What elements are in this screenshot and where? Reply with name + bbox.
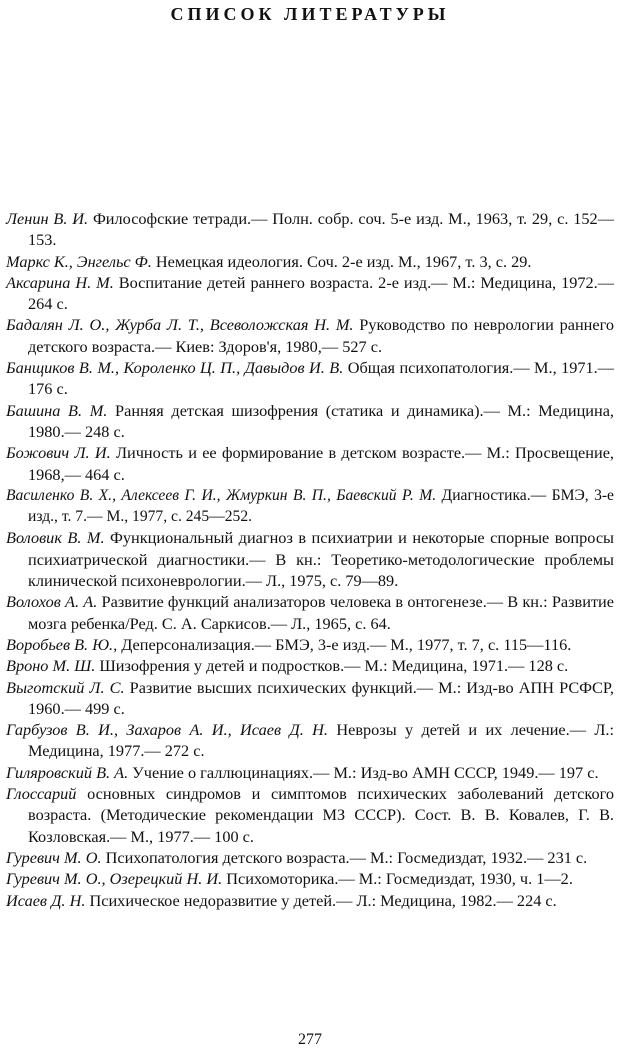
reference-text: Развитие функций анализаторов человека в онтогенезе.— В кн.: Развитие мозга ребенка/Ред. С. А. Саркисов.— Л., 1965, с. 64.	[28, 592, 614, 633]
reference-author: Василенко В. Х., Алексеев Г. И., Жмуркин В. П., Баевский Р. М.	[6, 486, 437, 504]
reference-entry	[6, 400, 614, 443]
reference-author: Ленин В. И.	[6, 209, 89, 228]
reference-text: Общая психопатология.— М., 1971.— 176 с.	[28, 358, 614, 399]
reference-entry	[6, 442, 614, 485]
reference-text: Руководство по неврологии раннего детского возраста.— Киев: Здоров'я, 1980,— 527 с.	[28, 315, 615, 356]
page-number: 277	[298, 1031, 322, 1048]
reference-author: Глоссарий	[6, 784, 77, 804]
reference-entry	[6, 847, 614, 868]
reference-text: Функциональный диагноз в психиатрии и некоторые спорные вопросы психиатрической диагностики.— В кн.: Теоретико-методологические проблемы клинической психоневрологии.— Л., 1975, с. 79—89.	[28, 528, 614, 591]
reference-author: Банщиков В. М., Короленко Ц. П., Давыдов И. В.	[6, 358, 344, 378]
reference-author: Бадалян Л. О., Журба Л. Т., Всеволожская Н. М.	[6, 315, 354, 335]
reference-author: Аксарина Н. М.	[6, 272, 114, 292]
reference-text: Воспитание детей раннего возраста. 2-е изд.— М.: Медицина, 1972.— 264 с.	[28, 272, 614, 314]
reference-text: Ранняя детская шизофрения (статика и динамика).— М.: Медицина, 1980.— 248 с.	[28, 400, 615, 441]
reference-entry	[6, 783, 614, 847]
reference-author: Воробьев В. Ю.,	[6, 634, 118, 654]
reference-author: Волохов А. А.	[6, 592, 98, 612]
reference-author: Выготский Л. С.	[6, 677, 125, 697]
reference-text: основных синдромов и симптомов психических заболеваний детского возраста. (Методические рекомендации МЗ СССР). Сост. В. В. Ковалев, Г. В. Козловская.— М., 1977.— 100 с.	[28, 784, 614, 846]
page-title: СПИСОК ЛИТЕРАТУРЫ	[170, 4, 450, 24]
reference-author: Воловик В. М.	[6, 528, 105, 548]
reference-text: Личность и ее формирование в детском возрасте.— М.: Просвещение, 1968,— 464 с.	[28, 443, 615, 484]
reference-text: Развитие высших психических функций.— М.: Изд-во АПН РСФСР, 1960.— 499 с.	[28, 677, 614, 718]
reference-entry	[6, 762, 614, 783]
reference-text: Шизофрения у детей и подростков.— М.: Медицина, 1971.— 128 с.	[95, 656, 569, 676]
reference-entry	[6, 677, 614, 720]
reference-entry	[6, 591, 614, 634]
reference-text: Учение о галлюцинациях.— М.: Изд-во АМН СССР, 1949.— 197 с.	[128, 762, 599, 782]
reference-text: Философские тетради.— Полн. собр. соч. 5-е изд. М., 1963, т. 29, с. 152—153.	[28, 209, 614, 250]
reference-author: Гарбузов В. И., Захаров А. И., Исаев Д. Н.	[6, 720, 328, 740]
reference-text: Немецкая идеология. Соч. 2-е изд. М., 1967, т. 3, с. 29.	[151, 251, 532, 271]
reference-author: Гуревич М. О.	[6, 847, 102, 867]
reference-author: Исаев Д. Н.	[6, 890, 86, 910]
reference-author: Божович Л. И.	[6, 443, 111, 463]
reference-text: Психомоторика.— М.: Госмедиздат, 1930, ч. 1—2.	[222, 869, 573, 889]
reference-entry	[6, 314, 614, 357]
reference-text: Психопатология детского возраста.— М.: Госмедиздат, 1932.— 231 с.	[101, 847, 588, 867]
reference-author: Вроно М. Ш.	[6, 656, 96, 676]
reference-text: Неврозы у детей и их лечение.— Л.: Медицина, 1977.— 272 с.	[28, 720, 614, 761]
reference-entry	[6, 655, 614, 676]
reference-entry	[6, 272, 614, 315]
reference-text: Диагностика.— БМЭ, 3-е изд., т. 7.— М., 1977, с. 245—252.	[28, 486, 614, 526]
reference-author: Башина В. М.	[6, 400, 108, 420]
reference-entry	[6, 357, 614, 400]
reference-text: Деперсонализация.— БМЭ, 3-е изд.— М., 1977, т. 7, с. 115—116.	[117, 634, 572, 654]
reference-author: Маркс К., Энгельс Ф.	[6, 251, 152, 271]
reference-entry	[6, 485, 614, 528]
reference-entry	[6, 527, 614, 591]
reference-author: Гиляровский В. А.	[6, 762, 129, 782]
reference-entry	[6, 868, 614, 889]
reference-entry	[6, 634, 614, 655]
reference-author: Гуревич М. О., Озерецкий Н. И.	[6, 869, 223, 889]
reference-text: Психическое недоразвитие у детей.— Л.: Медицина, 1982.— 224 с.	[85, 890, 557, 910]
reference-entry	[6, 890, 614, 911]
reference-list	[6, 208, 614, 911]
reference-entry	[6, 719, 614, 762]
reference-entry	[6, 251, 614, 272]
reference-entry	[6, 208, 614, 251]
